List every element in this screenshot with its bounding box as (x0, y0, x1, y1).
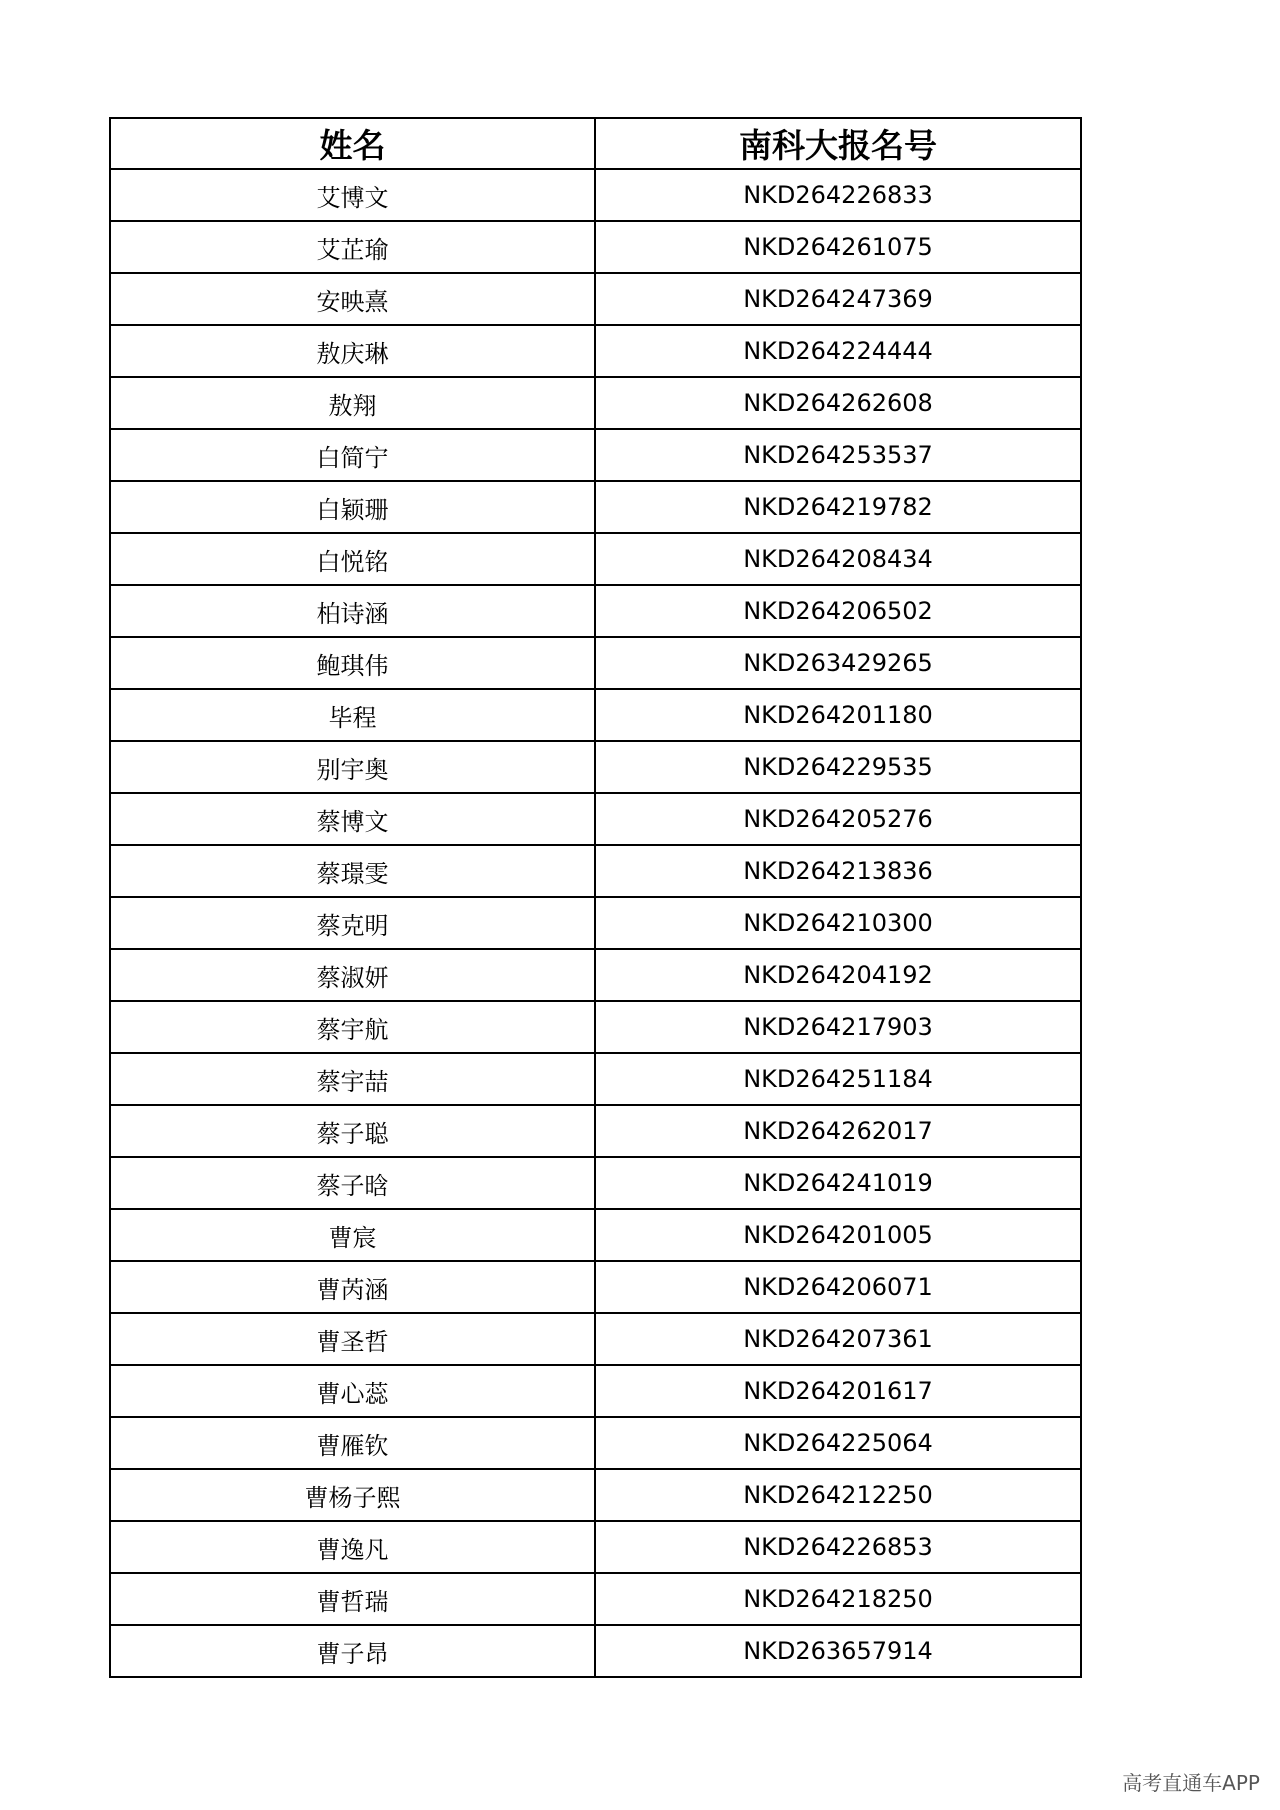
cell-name: 曹逸凡 (110, 1521, 595, 1573)
table-row (110, 1105, 1081, 1157)
cell-name: 艾博文 (110, 169, 595, 221)
table-row (110, 1053, 1081, 1105)
cell-registration-number: NKD264226853 (595, 1521, 1081, 1573)
table-body (110, 169, 1081, 1677)
table-row (110, 481, 1081, 533)
table-row (110, 1469, 1081, 1521)
cell-name: 曹芮涵 (110, 1261, 595, 1313)
table-row (110, 1417, 1081, 1469)
cell-name: 蔡璟雯 (110, 845, 595, 897)
table-row (110, 325, 1081, 377)
cell-name: 蔡子聪 (110, 1105, 595, 1157)
table-row (110, 1157, 1081, 1209)
table-row (110, 637, 1081, 689)
cell-name: 柏诗涵 (110, 585, 595, 637)
table-row (110, 585, 1081, 637)
table-row (110, 949, 1081, 1001)
table-row (110, 169, 1081, 221)
table-row (110, 1573, 1081, 1625)
registration-table (109, 117, 1082, 1678)
table-row (110, 1001, 1081, 1053)
cell-name: 别宇奥 (110, 741, 595, 793)
cell-registration-number: NKD264261075 (595, 221, 1081, 273)
cell-name: 曹心蕊 (110, 1365, 595, 1417)
cell-registration-number: NKD264212250 (595, 1469, 1081, 1521)
cell-name: 蔡宇喆 (110, 1053, 595, 1105)
cell-registration-number: NKD264206502 (595, 585, 1081, 637)
cell-registration-number: NKD264262608 (595, 377, 1081, 429)
cell-name: 艾芷瑜 (110, 221, 595, 273)
table-row (110, 1521, 1081, 1573)
table-row (110, 1261, 1081, 1313)
cell-name: 白悦铭 (110, 533, 595, 585)
cell-name: 曹子昂 (110, 1625, 595, 1677)
cell-name: 曹哲瑞 (110, 1573, 595, 1625)
cell-registration-number: NKD264217903 (595, 1001, 1081, 1053)
cell-registration-number: NKD264247369 (595, 273, 1081, 325)
cell-name: 蔡克明 (110, 897, 595, 949)
table-row (110, 1365, 1081, 1417)
cell-name: 曹宸 (110, 1209, 595, 1261)
table-row (110, 533, 1081, 585)
cell-name: 安映熹 (110, 273, 595, 325)
cell-registration-number: NKD264224444 (595, 325, 1081, 377)
table-header-row (110, 118, 1081, 169)
cell-registration-number: NKD264201617 (595, 1365, 1081, 1417)
cell-registration-number: NKD264225064 (595, 1417, 1081, 1469)
cell-registration-number: NKD264262017 (595, 1105, 1081, 1157)
table-row (110, 273, 1081, 325)
header-name: 姓名 (110, 118, 595, 169)
cell-registration-number: NKD264205276 (595, 793, 1081, 845)
table-row (110, 793, 1081, 845)
cell-name: 鲍琪伟 (110, 637, 595, 689)
cell-registration-number: NKD264251184 (595, 1053, 1081, 1105)
cell-registration-number: NKD263429265 (595, 637, 1081, 689)
table-row (110, 1209, 1081, 1261)
table-row (110, 429, 1081, 481)
cell-registration-number: NKD264201180 (595, 689, 1081, 741)
cell-registration-number: NKD264213836 (595, 845, 1081, 897)
cell-name: 敖翔 (110, 377, 595, 429)
table-row (110, 897, 1081, 949)
cell-name: 蔡子晗 (110, 1157, 595, 1209)
table-row (110, 741, 1081, 793)
cell-name: 曹圣哲 (110, 1313, 595, 1365)
cell-registration-number: NKD264219782 (595, 481, 1081, 533)
table-row (110, 845, 1081, 897)
table-row (110, 221, 1081, 273)
table-row (110, 1625, 1081, 1677)
table-row (110, 377, 1081, 429)
cell-registration-number: NKD264206071 (595, 1261, 1081, 1313)
cell-registration-number: NKD264207361 (595, 1313, 1081, 1365)
cell-name: 蔡淑妍 (110, 949, 595, 1001)
cell-registration-number: NKD264253537 (595, 429, 1081, 481)
cell-registration-number: NKD264229535 (595, 741, 1081, 793)
cell-name: 白简宁 (110, 429, 595, 481)
cell-registration-number: NKD264218250 (595, 1573, 1081, 1625)
cell-name: 蔡宇航 (110, 1001, 595, 1053)
cell-registration-number: NKD264201005 (595, 1209, 1081, 1261)
table-row (110, 689, 1081, 741)
cell-name: 毕程 (110, 689, 595, 741)
cell-registration-number: NKD264210300 (595, 897, 1081, 949)
cell-name: 白颖珊 (110, 481, 595, 533)
cell-name: 蔡博文 (110, 793, 595, 845)
header-registration-number: 南科大报名号 (595, 118, 1081, 169)
cell-registration-number: NKD264226833 (595, 169, 1081, 221)
cell-registration-number: NKD263657914 (595, 1625, 1081, 1677)
cell-registration-number: NKD264204192 (595, 949, 1081, 1001)
cell-name: 敖庆琳 (110, 325, 595, 377)
table-row (110, 1313, 1081, 1365)
cell-registration-number: NKD264208434 (595, 533, 1081, 585)
cell-registration-number: NKD264241019 (595, 1157, 1081, 1209)
cell-name: 曹雁钦 (110, 1417, 595, 1469)
cell-name: 曹杨子熙 (110, 1469, 595, 1521)
watermark-text: 高考直通车APP (1122, 1771, 1260, 1795)
